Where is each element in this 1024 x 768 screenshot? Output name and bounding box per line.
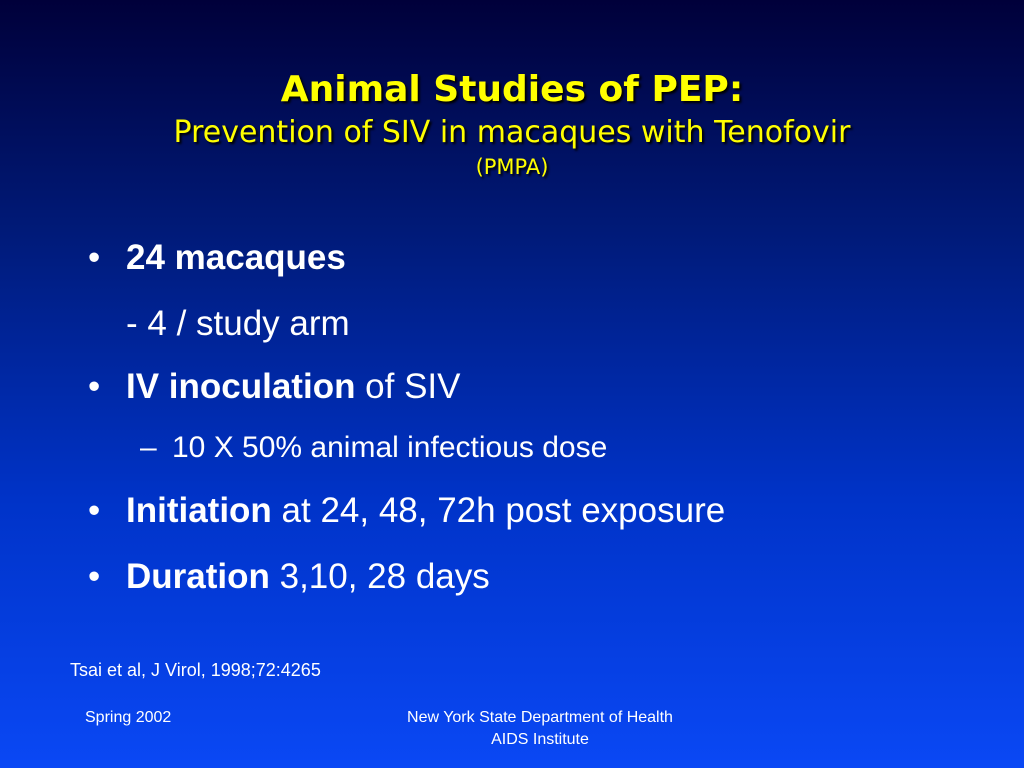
sub-bullet-text: 10 X 50% animal infectious dose — [172, 431, 608, 464]
footer-organization — [370, 707, 710, 751]
slide-title-block — [0, 66, 1024, 182]
bullet-duration — [88, 556, 490, 598]
bullet-macaques-detail — [126, 303, 350, 345]
citation: Tsai et al, J Virol, 1998;72:4265 — [70, 660, 321, 680]
bullet-dot: • — [88, 557, 101, 596]
bullet-macaques — [88, 237, 346, 279]
bullet-bold-text: 24 macaques — [126, 238, 346, 277]
slide-title: Animal Studies of PEP: — [280, 69, 744, 110]
footer-org-unit: AIDS Institute — [491, 731, 589, 748]
bullet-text: of SIV — [355, 367, 461, 406]
bullet-text: 3,10, 28 days — [269, 557, 490, 596]
bullet-bold-text: Duration — [126, 557, 270, 596]
bullet-detail-text: - 4 / study arm — [126, 304, 350, 343]
bullet-dot: • — [88, 367, 101, 406]
sub-bullet-dose — [140, 430, 607, 466]
bullet-text: at 24, 48, 72h post exposure — [271, 491, 726, 530]
footer-date: Spring 2002 — [85, 709, 172, 726]
bullet-inoculation — [88, 366, 461, 408]
bullet-bold-text: IV inoculation — [126, 367, 356, 406]
slide-subtitle: Prevention of SIV in macaques with Tenofovir — [173, 115, 851, 150]
slide-subtitle-note: (PMPA) — [475, 155, 549, 179]
sub-bullet-dash: – — [140, 431, 157, 464]
bullet-dot: • — [88, 238, 101, 277]
footer-org-name: New York State Department of Health — [407, 709, 673, 726]
bullet-initiation — [88, 490, 725, 532]
bullet-bold-text: Initiation — [126, 491, 272, 530]
bullet-dot: • — [88, 491, 101, 530]
